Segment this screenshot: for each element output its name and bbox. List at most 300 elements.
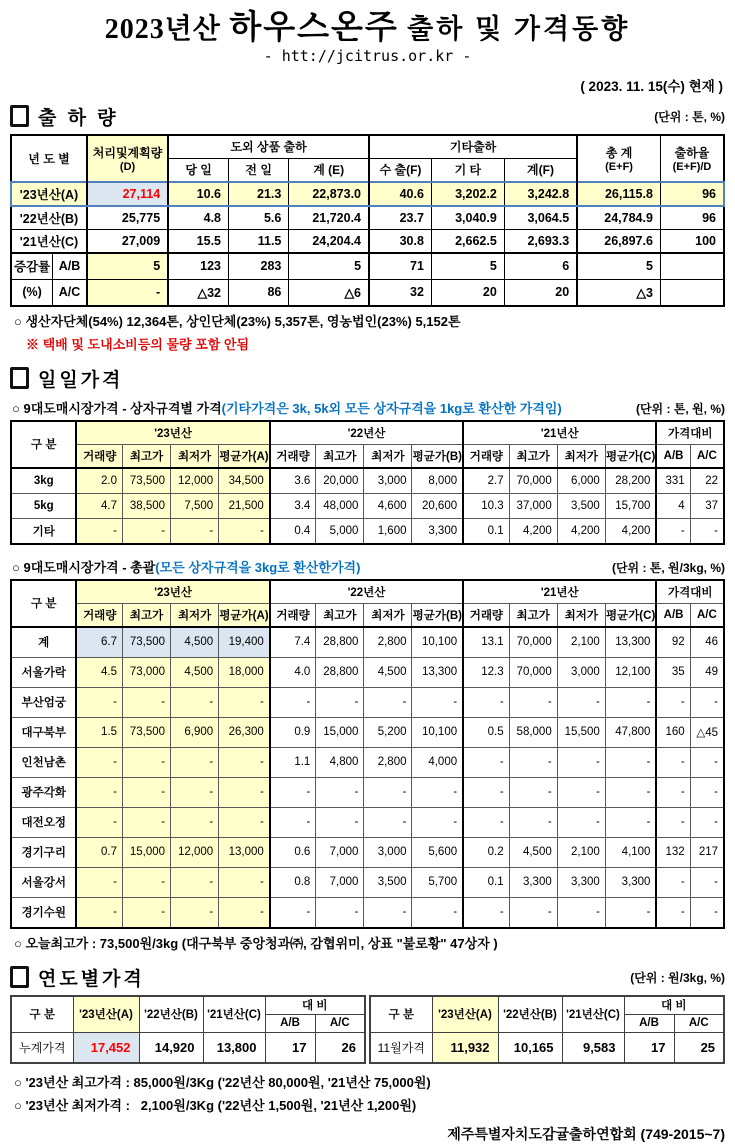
col-header-avg-a: 평균가(A)	[219, 444, 270, 468]
table-row	[11, 807, 724, 837]
table-cell: 73,500	[123, 627, 171, 658]
table-cell: 2,800	[364, 627, 412, 658]
table-cell: -	[412, 897, 463, 928]
table-cell: 12,000	[171, 468, 219, 494]
producer-group-note: ○ 생산자단체(54%) 12,364톤, 상인단체(23%) 5,357톤, 영농법인(23%) 5,152톤	[14, 313, 461, 329]
table-cell: -	[171, 747, 219, 777]
col-group-outside-shipment: 도외 상품 출하	[168, 135, 369, 159]
table-cell: 5.6	[229, 206, 289, 230]
col-header-high: 최고가	[509, 444, 557, 468]
table-cell: 15.5	[168, 229, 228, 253]
col-group-2021: '21년산	[463, 580, 656, 604]
col-header-sum-f: 계(F)	[504, 158, 577, 182]
table-cell: 283	[229, 253, 289, 280]
table-cell: -	[219, 747, 270, 777]
table-cell: 4,800	[316, 747, 364, 777]
table-cell: 3.6	[270, 468, 316, 494]
table-cell: 1.5	[76, 717, 122, 747]
table-cell: 37,000	[509, 493, 557, 518]
table-cell: -	[690, 777, 724, 807]
november-2022-value: 10,165	[498, 1032, 562, 1063]
table-cell: -	[412, 687, 463, 717]
table-cell: -	[270, 807, 316, 837]
col-header-high: 최고가	[123, 444, 171, 468]
table-row	[11, 468, 724, 494]
table-cell: 132	[656, 837, 690, 867]
table-cell: -	[605, 807, 656, 837]
col-header-2021c: '21년산(C)	[203, 996, 265, 1033]
table-cell: -	[219, 687, 270, 717]
table-cell: 15,700	[605, 493, 656, 518]
table-cell: 서울강서	[11, 867, 76, 897]
price-by-size-body	[11, 468, 724, 544]
cumulative-price-table	[10, 995, 366, 1064]
col-header-ac: A/C	[690, 444, 724, 468]
market-price-table	[10, 579, 725, 929]
table-cell: 3,000	[557, 657, 605, 687]
table-row	[11, 687, 724, 717]
november-2021-value: 9,583	[562, 1032, 624, 1063]
table-cell: -	[123, 867, 171, 897]
col-group-ratio: 대 비	[265, 996, 365, 1015]
col-header-high: 최고가	[123, 603, 171, 627]
page-title	[10, 10, 725, 45]
table-cell: 19,400	[219, 627, 270, 658]
title-year: 2023년산	[104, 14, 221, 45]
table-row	[11, 747, 724, 777]
col-header-high: 최고가	[316, 444, 364, 468]
unit-label: (단위 : 톤, %)	[654, 109, 725, 124]
table-cell: 4.8	[168, 206, 228, 230]
table-cell: 3,040.9	[431, 206, 504, 230]
table-cell: -	[270, 777, 316, 807]
table-cell: 38,500	[123, 493, 171, 518]
table-cell: -	[171, 687, 219, 717]
table-cell: -	[656, 777, 690, 807]
table-cell: 28,200	[605, 468, 656, 494]
table-cell: 6.7	[76, 627, 122, 658]
table-cell: 27,009	[87, 229, 168, 253]
table-cell: 기타	[11, 518, 76, 544]
table-cell: 0.1	[463, 867, 509, 897]
table-cell: 70,000	[509, 627, 557, 658]
col-header-ab: A/B	[656, 444, 690, 468]
table-cell: 4,500	[364, 657, 412, 687]
table-cell: 4.5	[76, 657, 122, 687]
table-cell: 3,064.5	[504, 206, 577, 230]
table-cell: -	[123, 897, 171, 928]
november-2023-value: 11,932	[432, 1032, 498, 1063]
november-ac-value: 25	[674, 1032, 724, 1063]
cumulative-2021-value: 13,800	[203, 1032, 265, 1063]
col-header-2023a: '23년산(A)	[432, 996, 498, 1033]
table-cell: -	[690, 518, 724, 544]
table-cell: 3,300	[509, 867, 557, 897]
table-cell: 5	[87, 253, 168, 280]
col-header-avg-b: 평균가(B)	[412, 444, 463, 468]
table-cell	[660, 253, 724, 280]
table-cell: 70,000	[509, 657, 557, 687]
table-cell: 경기구리	[11, 837, 76, 867]
table-cell: 13,000	[219, 837, 270, 867]
row-label: 증감률	[11, 253, 53, 280]
table-row	[11, 182, 724, 206]
col-header-2022b: '22년산(B)	[139, 996, 203, 1033]
table-cell: 37	[690, 493, 724, 518]
col-header-rate	[660, 135, 724, 182]
table-cell: 331	[656, 468, 690, 494]
col-header-volume: 거래량	[76, 444, 122, 468]
col-header-volume: 거래량	[270, 444, 316, 468]
table-cell: 21,500	[219, 493, 270, 518]
row-label: (%)	[11, 279, 53, 306]
table-cell: △45	[690, 717, 724, 747]
table-cell: 58,000	[509, 717, 557, 747]
table-cell: 96	[660, 206, 724, 230]
table-cell: 10.6	[168, 182, 228, 206]
table-cell: -	[219, 777, 270, 807]
by-size-title: ○ 9대도매시장가격 - 상자규격별 가격	[12, 400, 222, 416]
table-cell: -	[509, 777, 557, 807]
col-group-2023: '23년산	[76, 580, 269, 604]
col-header-avg-a: 평균가(A)	[219, 603, 270, 627]
col-group-price-ratio: 가격대비	[656, 421, 724, 445]
table-cell: 2,693.3	[504, 229, 577, 253]
col-header-volume: 거래량	[270, 603, 316, 627]
table-cell: 6	[504, 253, 577, 280]
col-header-ab: A/B	[656, 603, 690, 627]
unit-label: (단위 : 톤, 원/3kg, %)	[611, 560, 725, 575]
table-cell: 13.1	[463, 627, 509, 658]
table-cell: 3,000	[364, 468, 412, 494]
table-cell: -	[412, 807, 463, 837]
cumulative-ab-value: 17	[265, 1032, 315, 1063]
table-cell: -	[76, 897, 122, 928]
col-header-ab: A/B	[624, 1014, 674, 1032]
table-cell: 24,784.9	[577, 206, 660, 230]
col-group-ratio: 대 비	[624, 996, 724, 1015]
table-cell: -	[656, 867, 690, 897]
table-cell: -	[690, 687, 724, 717]
price-header-row-1	[11, 421, 724, 445]
table-cell: -	[656, 897, 690, 928]
table-cell: 5	[431, 253, 504, 280]
col-header-volume: 거래량	[463, 603, 509, 627]
col-group-2023: '23년산	[76, 421, 269, 445]
table-cell: -	[270, 897, 316, 928]
table-cell: 0.6	[270, 837, 316, 867]
highest-price-note: ○ '23년산 최고가격 : 85,000원/3Kg ('22년산 80,000원, '21년산 75,000원)	[14, 1074, 431, 1090]
table-cell: 10.3	[463, 493, 509, 518]
table-cell: 3,300	[412, 518, 463, 544]
table-cell: 3,202.2	[431, 182, 504, 206]
shipment-table-body	[11, 182, 724, 306]
table-cell: 73,500	[123, 468, 171, 494]
table-cell: 7,000	[316, 867, 364, 897]
table-cell: 27,114	[87, 182, 168, 206]
table-cell: -	[557, 897, 605, 928]
table-cell: 20	[431, 279, 504, 306]
table-cell: -	[123, 518, 171, 544]
by-size-price-caption	[12, 398, 725, 417]
market-price-caption	[12, 557, 725, 576]
col-header-low: 최저가	[557, 603, 605, 627]
col-header-category: 구 분	[11, 580, 76, 627]
table-row	[11, 1032, 365, 1063]
table-cell: -	[123, 747, 171, 777]
november-ab-value: 17	[624, 1032, 674, 1063]
table-cell: 10,100	[412, 627, 463, 658]
section-shipment-header	[10, 103, 725, 130]
table-cell: 5,700	[412, 867, 463, 897]
table-cell: 광주각화	[11, 777, 76, 807]
table-cell: 대구북부	[11, 717, 76, 747]
shipment-header-row-1	[11, 135, 724, 159]
title-rest: 출하 및 가격동향	[407, 14, 631, 44]
price-header-row-2	[11, 444, 724, 468]
section-title: 연도별가격	[38, 968, 145, 990]
table-cell: -	[463, 807, 509, 837]
col-header-low: 최저가	[171, 444, 219, 468]
table-cell: -	[87, 279, 168, 306]
table-cell: -	[270, 687, 316, 717]
table-cell: -	[76, 747, 122, 777]
table-cell: △3	[577, 279, 660, 306]
table-cell: 7,500	[171, 493, 219, 518]
table-cell: 96	[660, 182, 724, 206]
today-high-price-note: ○ 오늘최고가 : 73,500원/3kg (대구북부 중앙청과㈜, 감협위미, 상표 "불로황" 47상자 )	[14, 935, 498, 951]
table-cell: -	[76, 777, 122, 807]
table-cell: 11.5	[229, 229, 289, 253]
col-header-low: 최저가	[364, 603, 412, 627]
table-cell: -	[509, 807, 557, 837]
table-cell: -	[412, 777, 463, 807]
table-cell: -	[656, 807, 690, 837]
table-row	[370, 1032, 724, 1063]
table-cell: 4,500	[171, 657, 219, 687]
table-cell: 73,500	[123, 717, 171, 747]
row-label: '23년산(A)	[11, 182, 87, 206]
market-price-title: ○ 9대도매시장가격 - 총괄	[12, 559, 156, 575]
table-cell	[660, 279, 724, 306]
col-header-category: 구 분	[11, 421, 76, 468]
table-cell: 12,100	[605, 657, 656, 687]
table-cell: 2.0	[76, 468, 122, 494]
table-cell: -	[605, 687, 656, 717]
table-cell: 20,600	[412, 493, 463, 518]
table-cell: -	[605, 777, 656, 807]
table-cell: 32	[369, 279, 431, 306]
table-cell: 25,775	[87, 206, 168, 230]
table-cell: -	[656, 747, 690, 777]
table-row	[11, 493, 724, 518]
lowest-price-note: ○ '23년산 최저가격 : 2,100원/3Kg ('22년산 1,500원, '21년산 1,200원)	[14, 1097, 417, 1113]
section-square-icon	[10, 105, 29, 127]
table-cell: 4,100	[605, 837, 656, 867]
table-cell: 21,720.4	[289, 206, 369, 230]
table-cell: 0.4	[270, 518, 316, 544]
table-cell: -	[463, 747, 509, 777]
table-cell: 서울가락	[11, 657, 76, 687]
table-cell: -	[316, 777, 364, 807]
table-cell: -	[219, 867, 270, 897]
table-cell: -	[557, 747, 605, 777]
yearly-tables	[10, 995, 725, 1064]
table-cell: 26,115.8	[577, 182, 660, 206]
table-cell: 4,200	[557, 518, 605, 544]
table-cell: 100	[660, 229, 724, 253]
col-header-etc: 기 타	[431, 158, 504, 182]
col-header-today: 당 일	[168, 158, 228, 182]
table-cell: 13,300	[605, 627, 656, 658]
table-cell: -	[656, 687, 690, 717]
table-cell: -	[171, 867, 219, 897]
table-cell: 86	[229, 279, 289, 306]
row-label: A/B	[53, 253, 87, 280]
market-price-title-note: (모든 상자규격을 3kg로 환산한가격)	[155, 559, 361, 575]
table-cell: 22	[690, 468, 724, 494]
col-group-2022: '22년산	[270, 580, 463, 604]
table-cell: 28,800	[316, 627, 364, 658]
col-header-ab: A/B	[265, 1014, 315, 1032]
table-cell: 40.6	[369, 182, 431, 206]
col-header-plan-line2: (D)	[119, 160, 136, 173]
table-cell: 10,100	[412, 717, 463, 747]
table-cell: -	[690, 897, 724, 928]
table-cell: 21.3	[229, 182, 289, 206]
table-cell: 2,100	[557, 837, 605, 867]
col-header-rate-line2: (E+F)/D	[672, 160, 712, 173]
table-cell: -	[463, 687, 509, 717]
col-group-price-ratio: 가격대비	[656, 580, 724, 604]
col-header-total-line2: (E+F)	[605, 160, 633, 173]
cumulative-2022-value: 14,920	[139, 1032, 203, 1063]
table-row	[11, 837, 724, 867]
row-label: 11월가격	[370, 1032, 432, 1063]
table-cell: -	[316, 807, 364, 837]
table-cell: -	[219, 807, 270, 837]
table-row	[11, 717, 724, 747]
site-url: - htt://jcitrus.or.kr -	[263, 46, 472, 65]
table-cell: 5kg	[11, 493, 76, 518]
table-cell: 12.3	[463, 657, 509, 687]
col-header-2021c: '21년산(C)	[562, 996, 624, 1033]
col-header-total-line1: 총 계	[605, 145, 633, 160]
col-group-2021: '21년산	[463, 421, 656, 445]
table-cell: -	[316, 897, 364, 928]
table-cell: -	[316, 687, 364, 717]
section-title: 일일가격	[38, 369, 124, 391]
table-cell: 13,300	[412, 657, 463, 687]
col-header-rate-line1: 출하율	[674, 145, 710, 160]
col-header-high: 최고가	[316, 603, 364, 627]
col-header-avg-c: 평균가(C)	[605, 444, 656, 468]
col-header-avg-b: 평균가(B)	[412, 603, 463, 627]
table-cell: -	[123, 687, 171, 717]
table-cell: 경기수원	[11, 897, 76, 928]
col-header-2023a: '23년산(A)	[73, 996, 139, 1033]
title-product: 하우스온주	[229, 8, 399, 45]
table-cell: -	[364, 807, 412, 837]
table-cell: 22,873.0	[289, 182, 369, 206]
table-cell: 28,800	[316, 657, 364, 687]
table-cell: 계	[11, 627, 76, 658]
col-header-volume: 거래량	[76, 603, 122, 627]
market-header-row-1	[11, 580, 724, 604]
organization-footer: 제주특별자치도감귤출하연합회 (749-2015~7)	[447, 1125, 725, 1142]
by-size-title-note: (기타가격은 3k, 5k외 모든 상자규격을 1kg로 환산한 가격임)	[221, 400, 562, 416]
unit-label: (단위 : 원/3kg, %)	[630, 970, 725, 985]
col-header-sum-e: 계 (E)	[289, 158, 369, 182]
table-cell: 4,200	[509, 518, 557, 544]
table-cell: 2,100	[557, 627, 605, 658]
table-cell: 6,900	[171, 717, 219, 747]
col-header-plan-line1: 처리및계획량	[92, 145, 163, 160]
col-header-ac: A/C	[315, 1014, 365, 1032]
cumulative-ac-value: 26	[315, 1032, 365, 1063]
table-cell: 4,500	[171, 627, 219, 658]
table-cell: 3.4	[270, 493, 316, 518]
table-cell: 3,300	[605, 867, 656, 897]
table-cell: 35	[656, 657, 690, 687]
table-cell: 4.7	[76, 493, 122, 518]
table-cell: -	[76, 807, 122, 837]
table-cell: 8,000	[412, 468, 463, 494]
cumulative-header-row-1	[11, 996, 365, 1015]
table-cell: 0.8	[270, 867, 316, 897]
table-cell: -	[123, 777, 171, 807]
col-header-year: 년 도 별	[11, 135, 87, 182]
table-cell: 48,000	[316, 493, 364, 518]
table-cell: -	[656, 518, 690, 544]
table-cell: 3kg	[11, 468, 76, 494]
table-cell: 46	[690, 627, 724, 658]
table-cell: 0.7	[76, 837, 122, 867]
as-of-date: ( 2023. 11. 15(수) 현재 )	[580, 78, 723, 94]
table-cell: 2,800	[364, 747, 412, 777]
table-cell: -	[557, 777, 605, 807]
table-cell: 대전오정	[11, 807, 76, 837]
table-cell: 24,204.4	[289, 229, 369, 253]
table-cell: 0.5	[463, 717, 509, 747]
table-cell: -	[123, 807, 171, 837]
table-cell: 18,000	[219, 657, 270, 687]
table-cell: 20	[504, 279, 577, 306]
table-cell: 0.1	[463, 518, 509, 544]
table-cell: 5	[577, 253, 660, 280]
table-cell: -	[509, 897, 557, 928]
table-cell: -	[690, 867, 724, 897]
table-row	[11, 867, 724, 897]
section-title: 출 하 량	[38, 107, 119, 129]
table-cell: -	[76, 518, 122, 544]
table-cell: 6,000	[557, 468, 605, 494]
table-cell: 15,000	[123, 837, 171, 867]
table-cell: -	[76, 687, 122, 717]
col-header-high: 최고가	[509, 603, 557, 627]
table-cell: 217	[690, 837, 724, 867]
col-header-avg-c: 평균가(C)	[605, 603, 656, 627]
shipment-table	[10, 134, 725, 307]
table-cell: 5,000	[316, 518, 364, 544]
table-cell: -	[690, 807, 724, 837]
col-header-prev-day: 전 일	[229, 158, 289, 182]
table-cell: 2,662.5	[431, 229, 504, 253]
table-cell: 7.4	[270, 627, 316, 658]
table-cell: 4,600	[364, 493, 412, 518]
table-row	[11, 777, 724, 807]
table-cell: 4,500	[509, 837, 557, 867]
